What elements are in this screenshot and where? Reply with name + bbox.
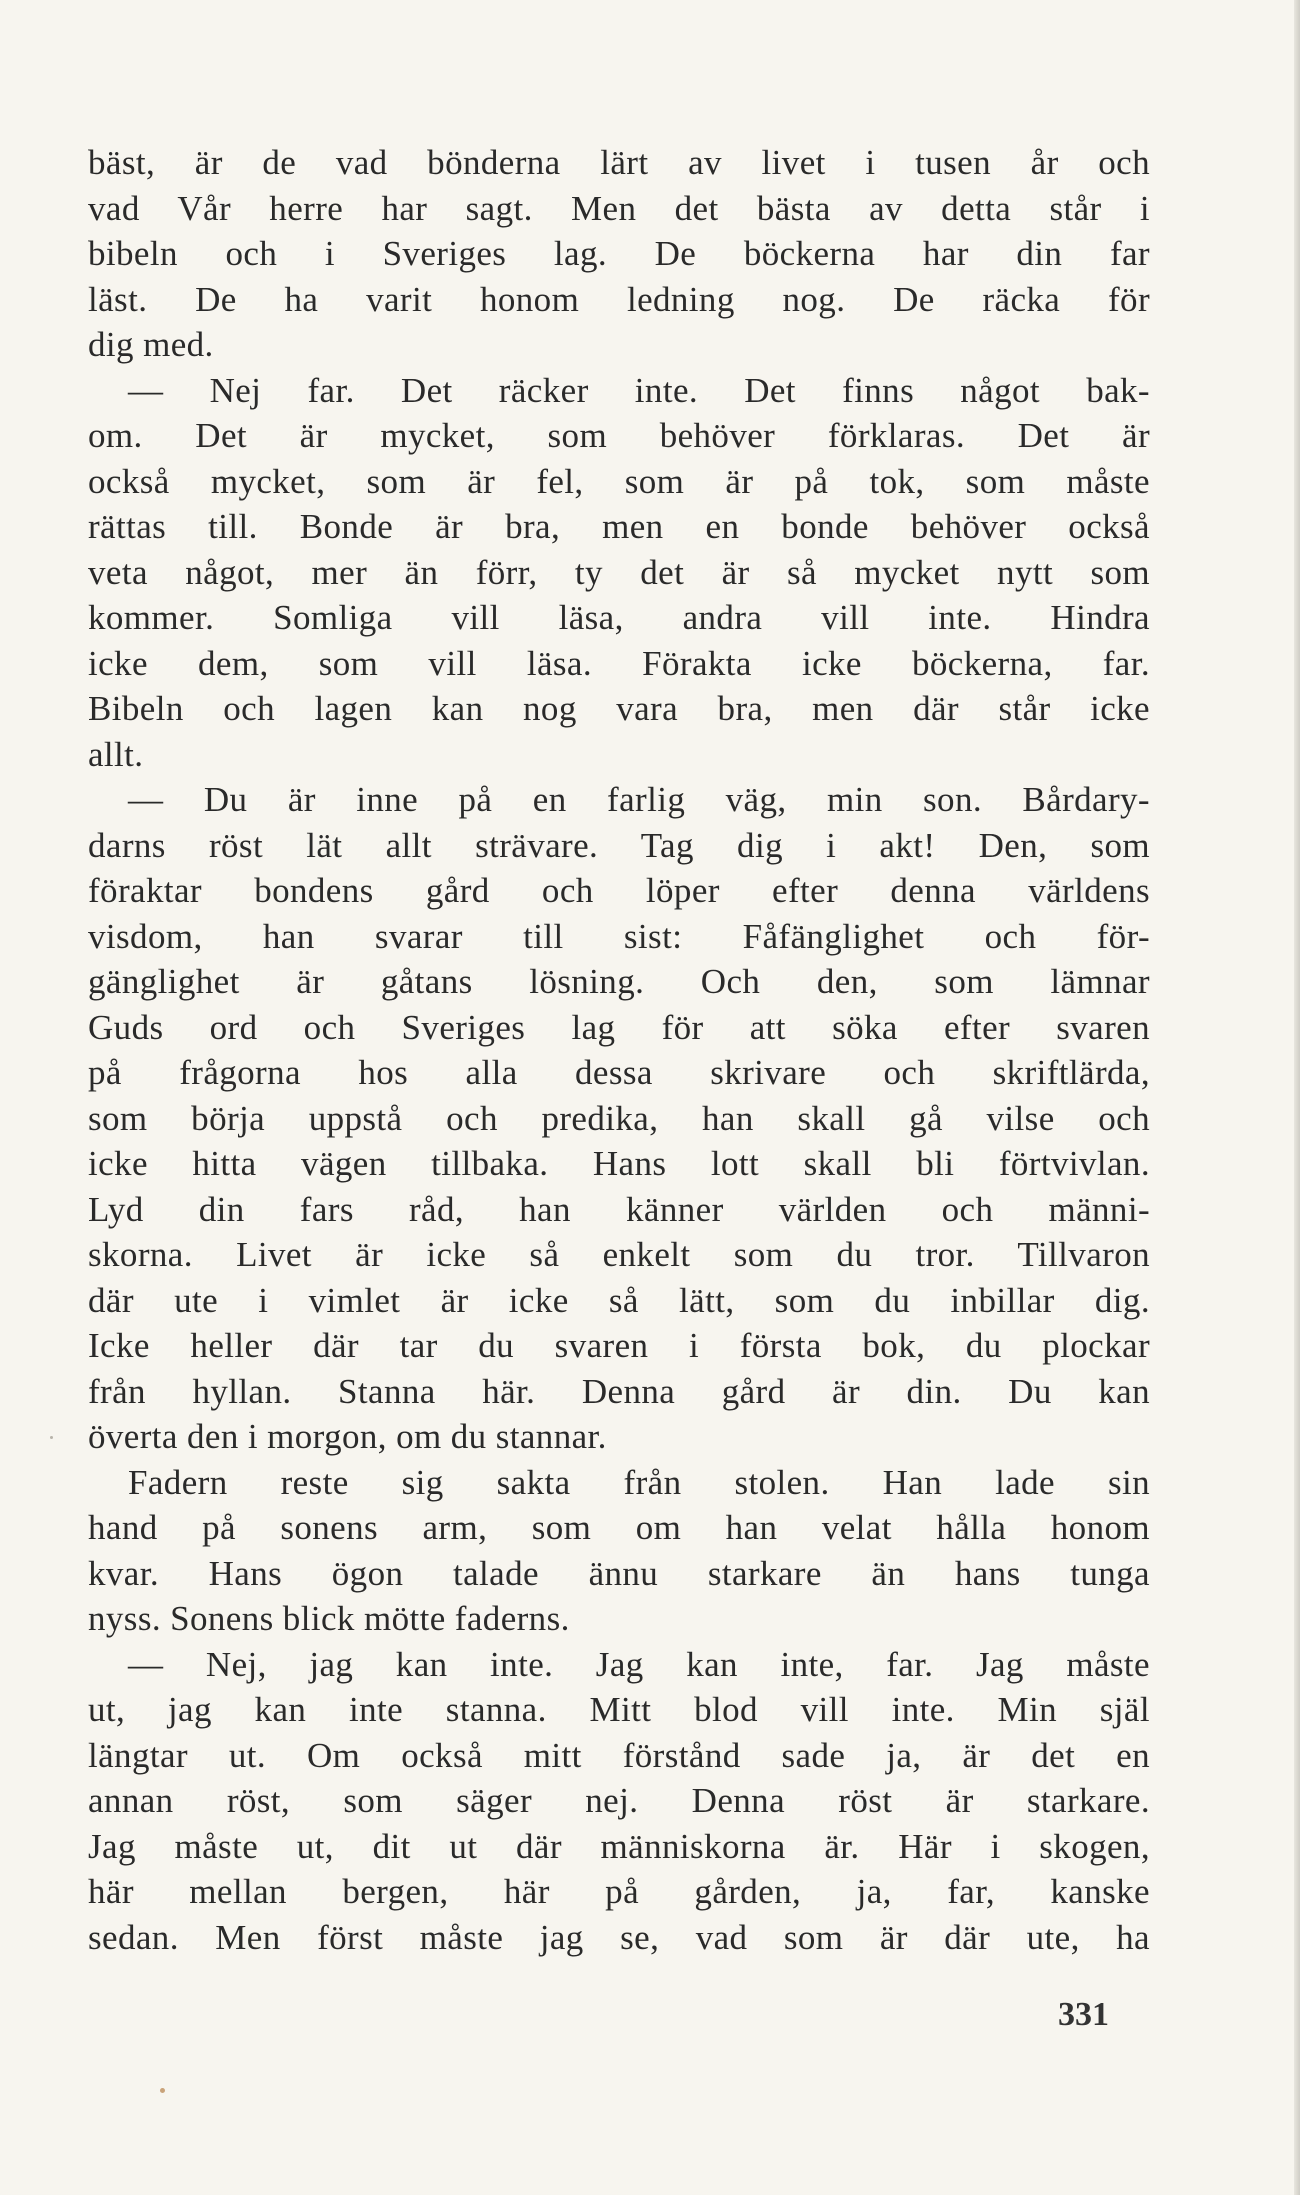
text-line: kvar. Hans ögon talade ännu starkare än hans tunga — [88, 1553, 1150, 1593]
page-number: 331 — [1058, 1996, 1109, 2033]
text-line: hand på sonens arm, som om han velat hålla honom — [88, 1508, 1150, 1547]
text-line: gänglighet är gåtans lösning. Och den, som lämnar — [88, 962, 1150, 1001]
text-line: icke hitta vägen tillbaka. Hans lott skall bli förtvivlan. — [88, 1144, 1150, 1183]
text-line: Icke heller där tar du svaren i första bok, du plockar — [88, 1326, 1150, 1365]
text-line: icke dem, som vill läsa. Förakta icke böckerna, far. — [88, 643, 1150, 683]
text-line: på frågorna hos alla dessa skrivare och skriftlärda, — [88, 1053, 1150, 1092]
body-text — [88, 140, 1150, 1960]
text-line: läst. De ha varit honom ledning nog. De räcka för — [88, 279, 1150, 319]
text-line: Lyd din fars råd, han känner världen och männi- — [88, 1189, 1150, 1229]
text-line: om. Det är mycket, som behöver förklaras. Det är — [88, 416, 1150, 455]
text-line: darns röst lät allt strävare. Tag dig i akt! Den, som — [88, 825, 1150, 865]
text-line: dig med. — [88, 325, 214, 364]
page-edge-shadow — [1294, 0, 1300, 2195]
text-line: Guds ord och Sveriges lag för att söka efter svaren — [88, 1007, 1150, 1047]
text-line: kommer. Somliga vill läsa, andra vill inte. Hindra — [88, 598, 1150, 637]
text-line: som börja uppstå och predika, han skall gå vilse och — [88, 1098, 1150, 1138]
text-line: sedan. Men först måste jag se, vad som är där ute, ha — [88, 1917, 1150, 1957]
text-line: bibeln och i Sveriges lag. De böckerna har din far — [88, 234, 1150, 273]
text-line: längtar ut. Om också mitt förstånd sade ja, är det en — [88, 1735, 1150, 1775]
text-line: rättas till. Bonde är bra, men en bonde behöver också — [88, 507, 1150, 546]
text-line: annan röst, som säger nej. Denna röst är starkare. — [88, 1781, 1150, 1820]
text-line: — Nej, jag kan inte. Jag kan inte, far. Jag måste — [128, 1644, 1150, 1684]
ink-speck — [160, 2088, 165, 2093]
text-line: här mellan bergen, här på gården, ja, far, kanske — [88, 1872, 1150, 1911]
text-line: överta den i morgon, om du stannar. — [88, 1417, 607, 1456]
margin-mark — [50, 1436, 53, 1439]
text-line: allt. — [88, 734, 144, 774]
text-line: Jag måste ut, dit ut där människorna är. Här i skogen, — [88, 1826, 1150, 1866]
text-line: Bibeln och lagen kan nog vara bra, men där står icke — [88, 689, 1150, 728]
text-line: föraktar bondens gård och löper efter denna världens — [88, 871, 1150, 910]
text-line: — Nej far. Det räcker inte. Det finns något bak- — [128, 370, 1150, 410]
text-line: Fadern reste sig sakta från stolen. Han lade sin — [128, 1462, 1150, 1502]
text-line: bäst, är de vad bönderna lärt av livet i tusen år och — [88, 143, 1150, 182]
text-line: visdom, han svarar till sist: Fåfänglighet och för- — [88, 916, 1150, 956]
text-line: också mycket, som är fel, som är på tok, som måste — [88, 461, 1150, 501]
text-line: ut, jag kan inte stanna. Mitt blod vill inte. Min själ — [88, 1690, 1150, 1729]
text-line: veta något, mer än förr, ty det är så mycket nytt som — [88, 552, 1150, 592]
text-line: nyss. Sonens blick mötte faderns. — [88, 1599, 570, 1638]
text-line: — Du är inne på en farlig väg, min son. Bårdary- — [128, 780, 1150, 819]
text-line: vad Vår herre har sagt. Men det bästa av detta står i — [88, 188, 1150, 228]
text-line: skorna. Livet är icke så enkelt som du tror. Tillvaron — [88, 1235, 1150, 1274]
text-line: från hyllan. Stanna här. Denna gård är din. Du kan — [88, 1371, 1150, 1411]
text-line: där ute i vimlet är icke så lätt, som du inbillar dig. — [88, 1280, 1150, 1320]
